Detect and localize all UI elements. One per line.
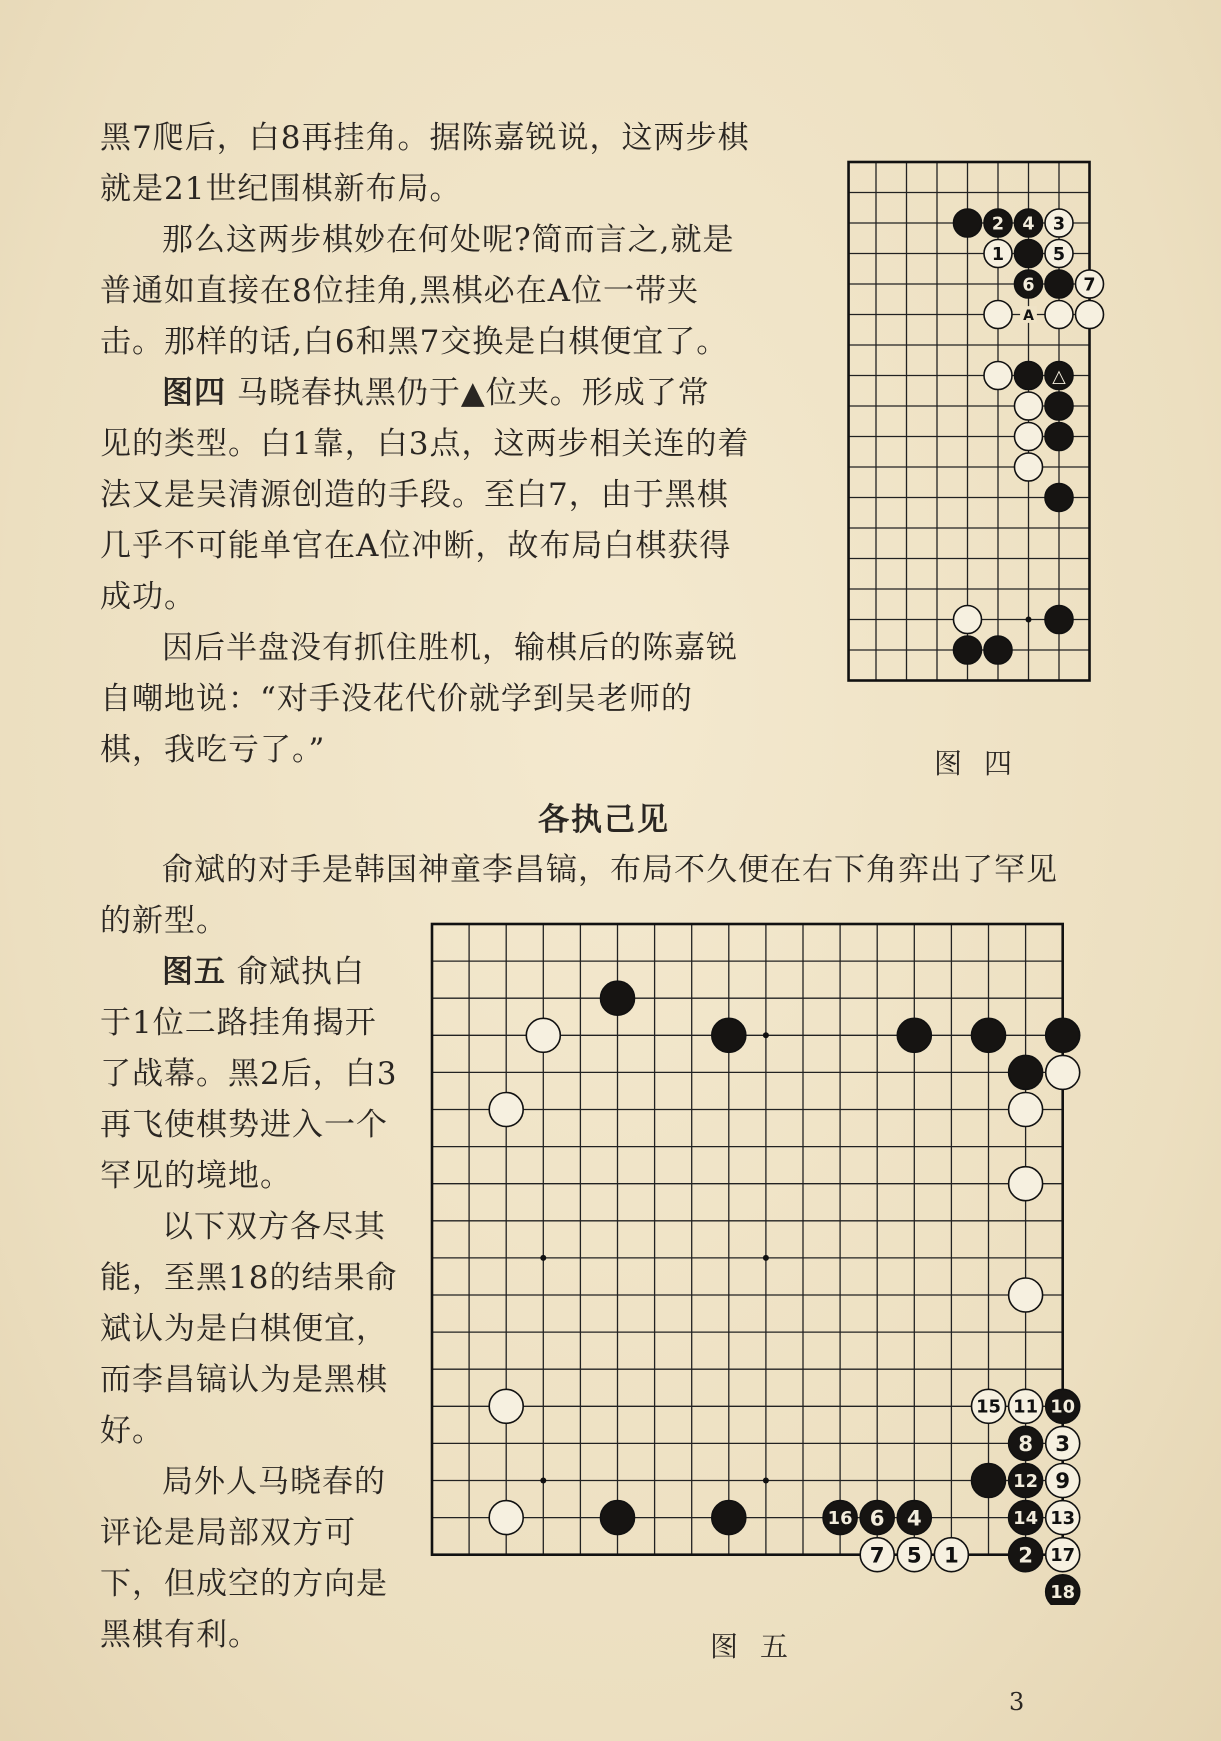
stone-number: 7 (1083, 275, 1096, 296)
black-stone (712, 1501, 746, 1535)
text-line: 于1位二路挂角揭开 (100, 1005, 377, 1041)
black-stone (1045, 606, 1073, 634)
text-line: 局外人马晓春的 (162, 1464, 386, 1500)
grid-lines (849, 162, 1090, 681)
board-frame (432, 924, 1063, 1555)
white-stone (1076, 301, 1104, 329)
white-stone (1045, 301, 1073, 329)
text-line: 见的类型。白1靠，白3点，这两步相关连的着 (100, 426, 750, 462)
section-heading: 各执己见 (538, 802, 670, 838)
stone-number: 6 (869, 1506, 885, 1532)
white-stone (1015, 453, 1043, 481)
figure-5-caption: 图五 (710, 1630, 811, 1663)
stone-number: 16 (827, 1508, 853, 1530)
text-line: 的新型。 (100, 903, 228, 939)
text-line: 法又是吴清源创造的手段。至白7，由于黑棋 (100, 477, 729, 513)
text-line: 下，但成空的方向是 (100, 1566, 388, 1602)
star-point (763, 1032, 769, 1038)
go-board-figure-5 (430, 920, 1110, 1605)
text-line: 那么这两步棋妙在何处呢?简而言之,就是 (162, 222, 735, 258)
white-stone (1009, 1093, 1043, 1127)
stone-number: 1 (991, 244, 1005, 265)
black-stone (972, 1018, 1006, 1052)
figure-4-caption: 图四 (934, 747, 1035, 780)
stone-number: 6 (1022, 275, 1035, 296)
black-stone (712, 1018, 746, 1052)
star-point (763, 1478, 769, 1484)
text-line: 了战幕。黑2后，白3 (100, 1056, 398, 1092)
text-line: 而李昌镐认为是黑棋 (100, 1362, 388, 1398)
stone-number: 1 (944, 1543, 959, 1569)
stone-number: 2 (991, 214, 1005, 235)
text-line: 自嘲地说：“对手没花代价就学到吴老师的 (100, 681, 693, 717)
stone-number: 5 (906, 1543, 922, 1569)
stone-number: 3 (1055, 1432, 1071, 1458)
star-point (763, 1255, 769, 1261)
text-line: 棋，我吃亏了。” (100, 732, 326, 768)
stone-number: 8 (1018, 1432, 1033, 1458)
text-line: 评论是局部双方可 (100, 1515, 356, 1551)
white-stone (984, 301, 1012, 329)
text-line: 因后半盘没有抓住胜机，输棋后的陈嘉锐 (162, 630, 738, 666)
board-frame (849, 162, 1090, 681)
stone-number: △ (1052, 366, 1066, 387)
white-stone (489, 1093, 523, 1127)
stone-number: 4 (1022, 214, 1035, 235)
stone-number: 5 (1052, 244, 1066, 265)
text-line: 几乎不可能单官在A位冲断，故布局白棋获得 (100, 528, 732, 564)
text-line: 成功。 (100, 579, 196, 615)
stone-number: 7 (869, 1543, 885, 1569)
stone-number: 4 (906, 1506, 922, 1532)
text-line: 黑7爬后，白8再挂角。据陈嘉锐说，这两步棋 (100, 120, 750, 156)
white-stone (1015, 392, 1043, 420)
black-stone (954, 209, 982, 237)
stone-number: 18 (1050, 1582, 1076, 1604)
stone-number: 9 (1055, 1469, 1071, 1495)
figure-4-label: 图四 (162, 375, 226, 411)
black-stone (601, 1501, 635, 1535)
white-stone (489, 1389, 523, 1423)
black-stone (601, 981, 635, 1015)
text-line: 就是21世纪围棋新布局。 (100, 171, 462, 207)
text-line (100, 947, 420, 998)
star-point (540, 1255, 546, 1261)
text-line: 能，至黑18的结果俞 (100, 1260, 398, 1296)
black-stone (954, 636, 982, 664)
white-stone (954, 606, 982, 634)
stone-number: 2 (1018, 1543, 1033, 1569)
stone-number: 3 (1052, 214, 1066, 235)
black-stone (972, 1464, 1006, 1498)
text-line: 罕见的境地。 (100, 1158, 292, 1194)
grid-lines (432, 924, 1063, 1555)
stone-number: 13 (1050, 1508, 1076, 1530)
stone-number: 11 (1013, 1396, 1039, 1418)
black-stone (1046, 1018, 1080, 1052)
black-stone (984, 636, 1012, 664)
text-line: 以下双方各尽其 (162, 1209, 386, 1245)
stone-number: 12 (1013, 1470, 1039, 1492)
white-stone (1009, 1278, 1043, 1312)
white-stone (526, 1018, 560, 1052)
black-stone (1045, 484, 1073, 512)
star-point (1026, 617, 1032, 623)
black-stone (1015, 240, 1043, 268)
point-label: A (1023, 307, 1034, 324)
top-text-block (100, 113, 775, 776)
black-stone (897, 1018, 931, 1052)
stone-number: 15 (976, 1396, 1001, 1418)
text-line: 普通如直接在8位挂角,黑棋必在A位一带夹 (100, 273, 699, 309)
page-number: 3 (1009, 1688, 1025, 1716)
text-line: 击。那样的话,白6和黑7交换是白棋便宜了。 (100, 324, 729, 360)
black-stone (1009, 1055, 1043, 1089)
stone-number: 10 (1050, 1396, 1076, 1418)
stone-number: 14 (1013, 1508, 1039, 1530)
text-line: 俞斌的对手是韩国神童李昌镐，布局不久便在右下角弈出了罕见 (162, 852, 1058, 888)
black-stone (1045, 392, 1073, 420)
text-line: 斌认为是白棋便宜， (100, 1311, 388, 1347)
bottom-text-block (100, 947, 420, 1661)
stone-number: 17 (1050, 1545, 1076, 1567)
star-point (540, 1478, 546, 1484)
white-stone (1009, 1167, 1043, 1201)
text-line: 黑棋有利。 (100, 1617, 260, 1653)
text-span: 马晓春执黑仍于▲位夹。形成了常 (226, 375, 710, 411)
text-line: 再飞使棋势进入一个 (100, 1107, 388, 1143)
text-span: 俞斌执白 (226, 954, 365, 990)
white-stone (1015, 423, 1043, 451)
white-stone (489, 1501, 523, 1535)
go-board-figure-4 (843, 158, 1107, 723)
figure-5-label: 图五 (162, 954, 226, 990)
black-stone (1015, 362, 1043, 390)
text-line: 好。 (100, 1413, 164, 1449)
black-stone (1045, 270, 1073, 298)
white-stone (1046, 1055, 1080, 1089)
white-stone (984, 362, 1012, 390)
black-stone (1045, 423, 1073, 451)
text-line (100, 368, 775, 419)
